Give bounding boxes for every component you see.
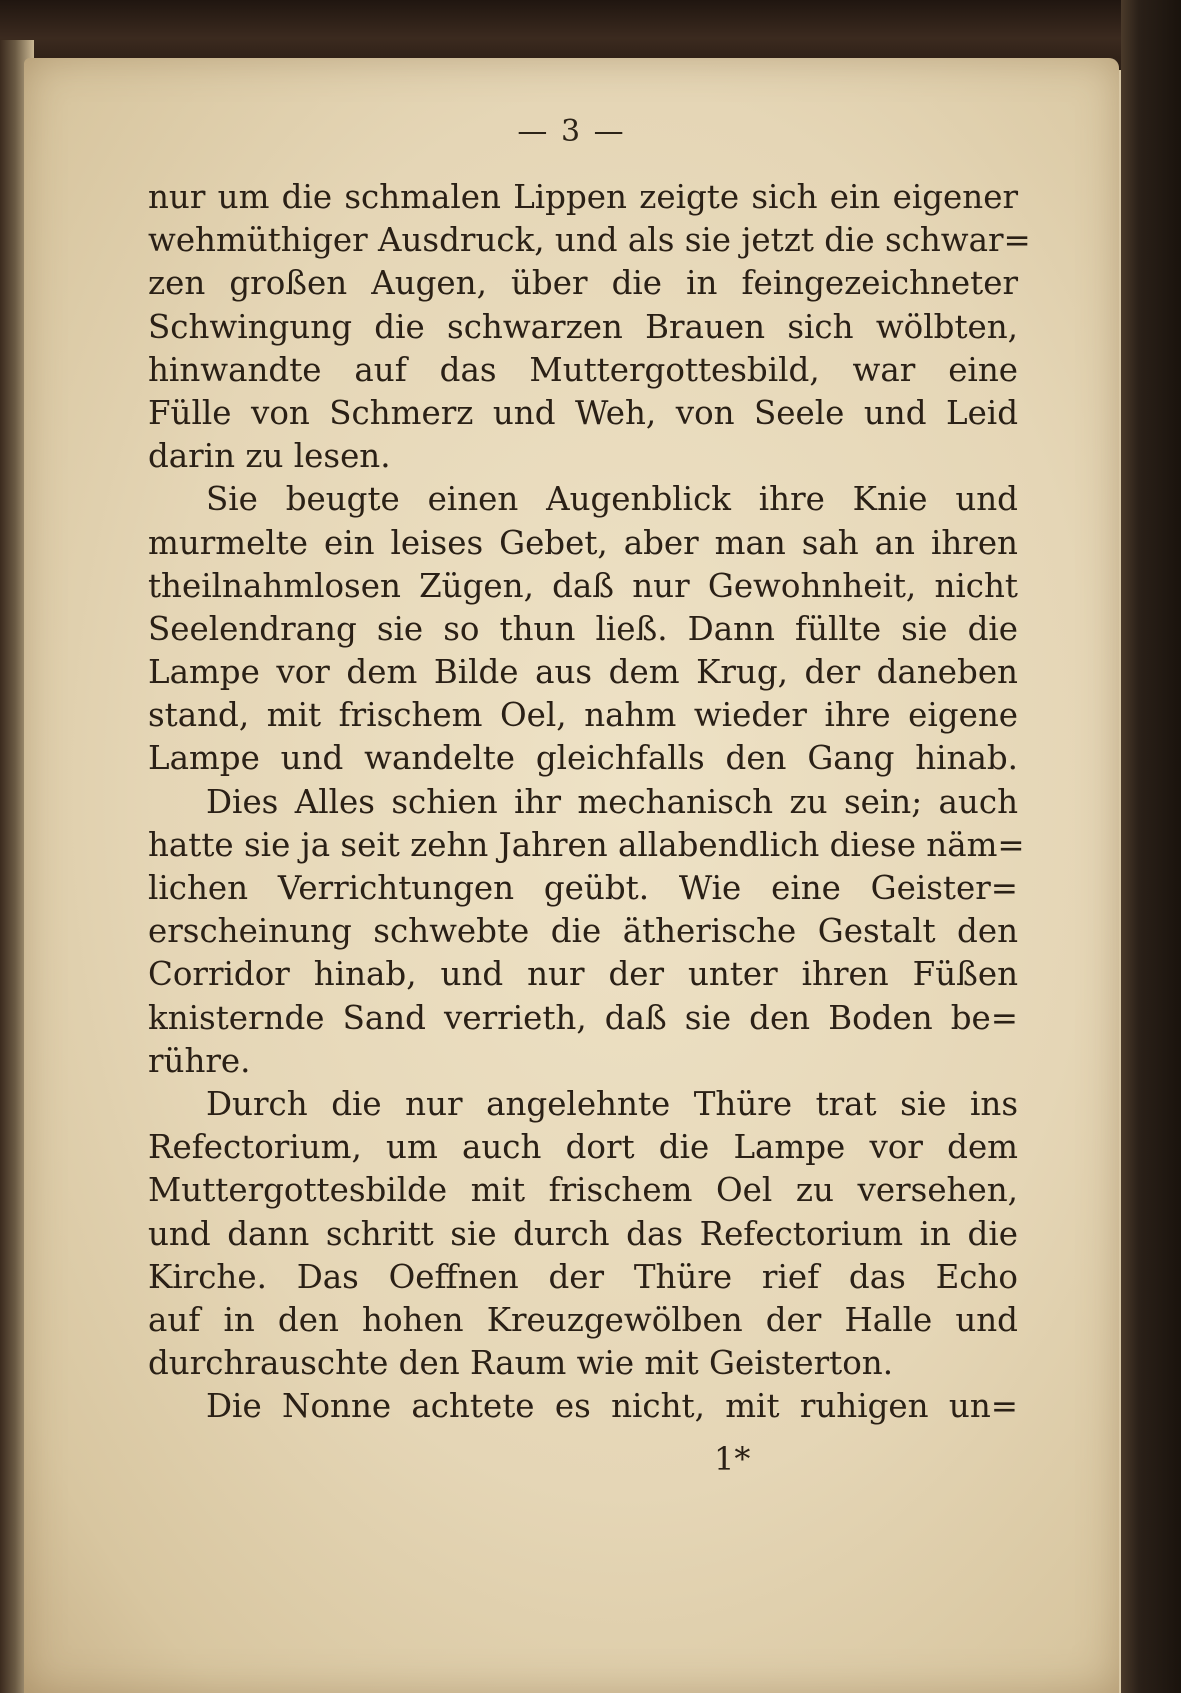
text-line: Dies Alles schien ihr mechanisch zu sein; auch xyxy=(206,782,1018,821)
page-paper xyxy=(24,58,1119,1693)
page-number-header: — 3 — xyxy=(517,114,626,149)
text-line: und dann schritt sie durch das Refectorium in die xyxy=(148,1214,1018,1253)
text-line: auf in den hohen Kreuzgewölben der Halle und xyxy=(148,1300,1018,1339)
text-line: Muttergottesbilde mit frischem Oel zu versehen, xyxy=(148,1171,1018,1210)
text-line: wehmüthiger Ausdruck, und als sie jetzt die schwar= xyxy=(148,221,1031,260)
text-line: lichen Verrichtungen geübt. Wie eine Geister= xyxy=(148,869,1018,907)
page-body-text xyxy=(148,176,1031,1428)
text-line: Schwingung die schwarzen Brauen sich wölbten, xyxy=(148,307,1018,346)
text-line: erscheinung schwebte die ätherische Gestalt den xyxy=(148,912,1018,951)
text-line: hinwandte auf das Muttergottesbild, war eine xyxy=(148,350,1018,389)
text-line: zen großen Augen, über die in feingezeichneter xyxy=(148,264,1018,303)
text-line: murmelte ein leises Gebet, aber man sah an ihren xyxy=(148,523,1018,562)
signature-mark: 1* xyxy=(714,1440,751,1478)
text-line: Kirche. Das Oeffnen der Thüre rief das Echo xyxy=(148,1257,1018,1296)
text-line: theilnahmlosen Zügen, daß nur Gewohnheit, nicht xyxy=(148,566,1018,605)
text-line: Sie beugte einen Augenblick ihre Knie und xyxy=(206,480,1018,519)
text-line: hatte sie ja seit zehn Jahren allabendlich diese näm= xyxy=(148,825,1025,864)
text-line: Seelendrang sie so thun ließ. Dann füllte sie die xyxy=(148,609,1018,648)
text-line: Fülle von Schmerz und Weh, von Seele und Leid xyxy=(148,393,1018,432)
text-line: Die Nonne achtete es nicht, mit ruhigen un= xyxy=(206,1387,1018,1426)
text-line: knisternde Sand verrieth, daß sie den Boden be= xyxy=(148,998,1018,1037)
text-line: nur um die schmalen Lippen zeigte sich ein eigener xyxy=(148,178,1018,216)
book-right-edge xyxy=(1121,0,1181,1693)
text-line: darin zu lesen. xyxy=(148,437,391,476)
text-line: Refectorium, um auch dort die Lampe vor dem xyxy=(148,1128,1018,1167)
text-line: Lampe und wandelte gleichfalls den Gang hinab. xyxy=(148,739,1018,778)
text-line: Durch die nur angelehnte Thüre trat sie ins xyxy=(206,1084,1018,1123)
text-line: stand, mit frischem Oel, nahm wieder ihre eigene xyxy=(148,696,1018,735)
text-line: durchrauschte den Raum wie mit Geisterton. xyxy=(148,1344,894,1383)
text-line: rühre. xyxy=(148,1041,251,1080)
text-line: Corridor hinab, und nur der unter ihren Füßen xyxy=(148,955,1018,994)
text-line: Lampe vor dem Bilde aus dem Krug, der daneben xyxy=(148,653,1018,692)
